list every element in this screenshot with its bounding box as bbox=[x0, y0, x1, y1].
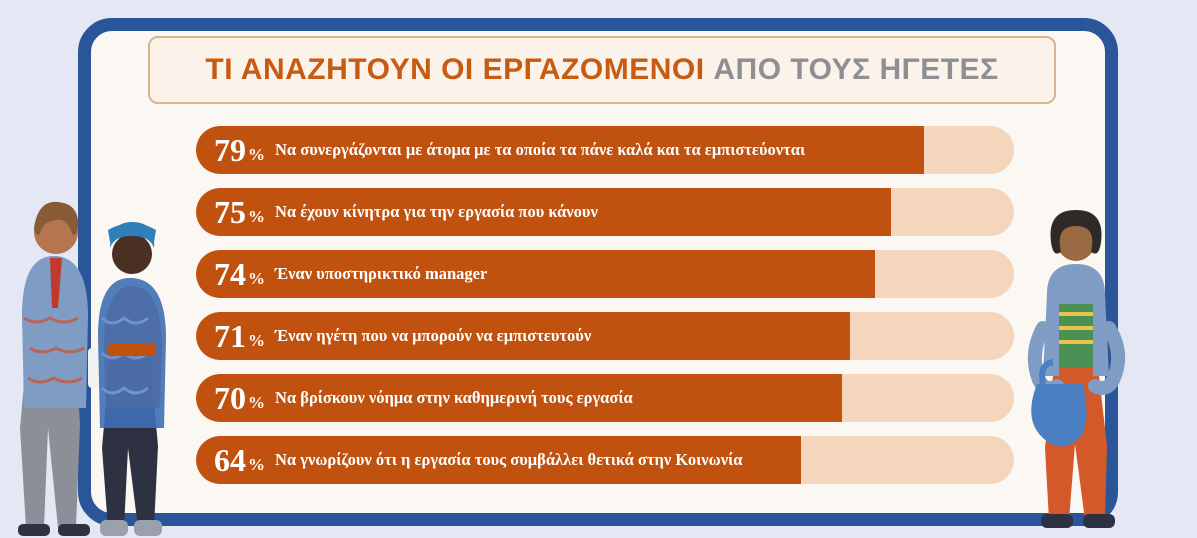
bar-label-group bbox=[196, 436, 742, 484]
bar-chart bbox=[196, 126, 1014, 498]
percent-sign: % bbox=[248, 331, 265, 350]
bar-label: Έναν ηγέτη που να μπορούν να εμπιστευτούν bbox=[275, 326, 592, 345]
percent-sign: % bbox=[248, 145, 265, 164]
bar-label: Να έχουν κίνητρα για την εργασία που κάνουν bbox=[275, 202, 598, 221]
bar-label: Έναν υποστηρικτικό manager bbox=[275, 264, 488, 283]
bar-value: 75 bbox=[214, 194, 246, 230]
bar-value: 74 bbox=[214, 256, 246, 292]
percent-sign: % bbox=[248, 207, 265, 226]
bar-label-group bbox=[196, 188, 598, 236]
bar-row bbox=[196, 312, 1014, 360]
illustration-right-woman bbox=[997, 208, 1187, 538]
title-light-text: ΑΠΟ ΤΟΥΣ ΗΓΕΤΕΣ bbox=[713, 53, 999, 86]
bar-value: 70 bbox=[214, 380, 246, 416]
percent-sign: % bbox=[248, 269, 265, 288]
bar-value: 64 bbox=[214, 442, 246, 478]
bar-label-group bbox=[196, 312, 591, 360]
bar-row bbox=[196, 436, 1014, 484]
bar-label-group bbox=[196, 374, 633, 422]
bar-row bbox=[196, 250, 1014, 298]
bar-label-group bbox=[196, 250, 487, 298]
percent-sign: % bbox=[248, 393, 265, 412]
bar-label: Να γνωρίζουν ότι η εργασία τους συμβάλλει θετικά στην Κοινωνία bbox=[275, 450, 743, 469]
bar-label: Να συνεργάζονται με άτομα με τα οποία τα πάνε καλά και τα εμπιστεύονται bbox=[275, 140, 806, 159]
bar-row bbox=[196, 374, 1014, 422]
percent-sign: % bbox=[248, 455, 265, 474]
bar-value: 79 bbox=[214, 132, 246, 168]
bar-label: Να βρίσκουν νόημα στην καθημερινή τους εργασία bbox=[275, 388, 633, 407]
bar-row bbox=[196, 126, 1014, 174]
bar-row bbox=[196, 188, 1014, 236]
illustration-left-people bbox=[0, 198, 200, 538]
page-title bbox=[148, 36, 1056, 104]
bar-label-group bbox=[196, 126, 805, 174]
title-strong-text: ΤΙ ΑΝΑΖΗΤΟΥΝ ΟΙ ΕΡΓΑΖΟΜΕΝΟΙ bbox=[205, 53, 705, 86]
bar-value: 71 bbox=[214, 318, 246, 354]
